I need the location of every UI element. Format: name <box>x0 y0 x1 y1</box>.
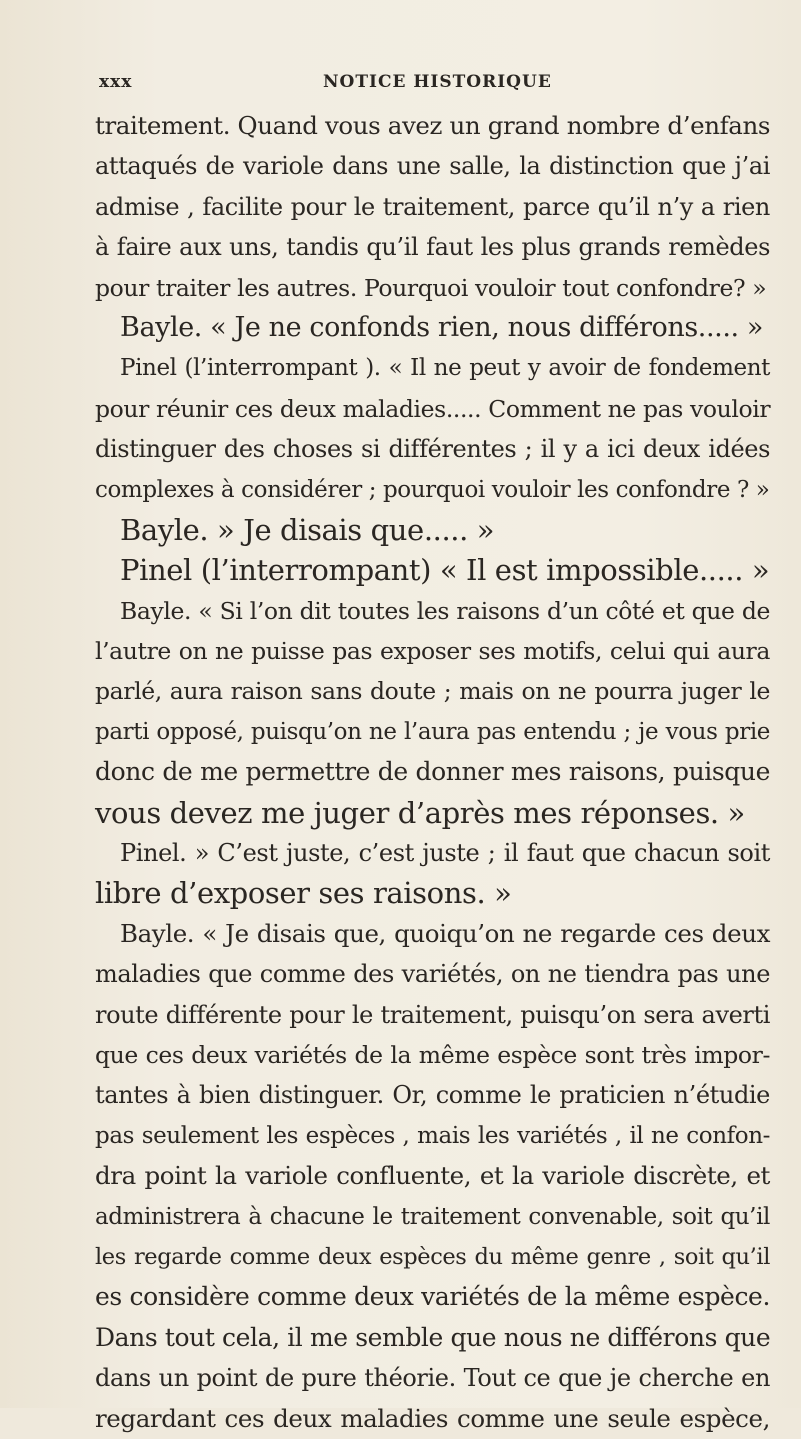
text-line: Pinel (l’interrompant ). « Il ne peut y avoir de fondement <box>120 355 770 382</box>
text-line: es considère comme deux variétés de la même espèce. <box>95 1282 770 1312</box>
text-line: parti opposé, puisqu’on ne l’aura pas entendu ; je vous prie <box>95 718 770 745</box>
text-line: attaqués de variole dans une salle, la distinction que j’ai <box>95 152 770 181</box>
body-text <box>95 106 770 1439</box>
page-number: xxx <box>99 72 133 92</box>
text-line: Pinel (l’interrompant) « Il est impossible..... » <box>120 553 770 588</box>
running-title: NOTICE HISTORIQUE <box>323 72 552 92</box>
text-line: tantes à bien distinguer. Or, comme le praticien n’étudie <box>95 1081 770 1110</box>
text-line: pas seulement les espèces , mais les variétés , il ne confon- <box>95 1122 770 1149</box>
text-line: l’autre on ne puisse pas exposer ses motifs, celui qui aura <box>95 637 770 666</box>
text-line: traitement. Quand vous avez un grand nombre d’enfans <box>95 111 770 140</box>
text-line: distinguer des choses si différentes ; il y a ici deux idées <box>95 435 770 464</box>
page-header <box>0 72 801 100</box>
text-line: Bayle. » Je disais que..... » <box>120 512 495 547</box>
text-line: dra point la variole confluente, et la variole discrète, et <box>95 1161 770 1191</box>
text-line: administrera à chacune le traitement convenable, soit qu’il <box>95 1203 770 1230</box>
text-line: donc de me permettre de donner mes raisons, puisque <box>95 757 770 787</box>
text-line: à faire aux uns, tandis qu’il faut les plus grands remèdes <box>95 233 770 262</box>
text-line: dans un point de pure théorie. Tout ce que je cherche en <box>95 1364 770 1393</box>
text-line: libre d’exposer ses raisons. » <box>95 876 512 911</box>
text-line: vous devez me juger d’après mes réponses. » <box>95 795 745 830</box>
text-line: Bayle. « Je disais que, quoiqu’on ne regarde ces deux <box>120 918 770 948</box>
text-line: parlé, aura raison sans doute ; mais on ne pourra juger le <box>95 677 770 706</box>
text-line: les regarde comme deux espèces du même genre , soit qu’il <box>95 1243 770 1270</box>
text-line: regardant ces deux maladies comme une seule espèce, <box>95 1403 770 1433</box>
text-line: Dans tout cela, il me semble que nous ne différons que <box>95 1322 771 1352</box>
text-line: pour réunir ces deux maladies..... Comment ne pas vouloir <box>95 394 771 423</box>
text-line: maladies que comme des variétés, on ne tiendra pas une <box>95 960 770 989</box>
text-line: admise , facilite pour le traitement, parce qu’il n’y a rien <box>95 192 770 221</box>
text-line: Bayle. « Si l’on dit toutes les raisons d’un côté et que de <box>120 596 770 625</box>
text-line: complexes à considérer ; pourquoi vouloir les confondre ? » <box>95 476 770 503</box>
text-line: Pinel. » C’est juste, c’est juste ; il faut que chacun soit <box>120 839 770 868</box>
text-line: pour traiter les autres. Pourquoi vouloir tout confondre? » <box>95 273 767 302</box>
text-line: Bayle. « Je ne confonds rien, nous différons..... » <box>120 311 763 343</box>
text-line: que ces deux variétés de la même espèce sont très impor- <box>95 1040 770 1069</box>
text-line: route différente pour le traitement, puisqu’on sera averti <box>95 1000 770 1029</box>
